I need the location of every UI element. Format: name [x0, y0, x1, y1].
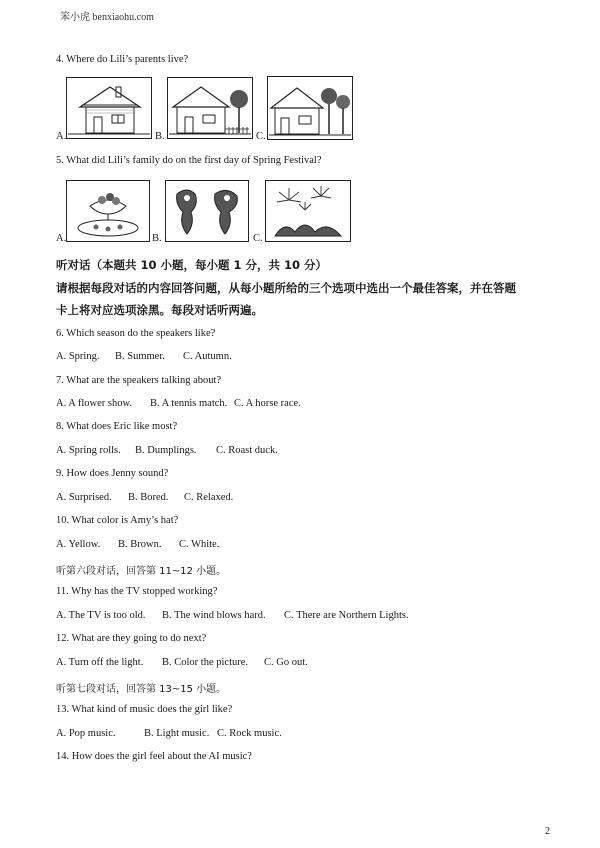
lion-dance-picture-b	[165, 180, 249, 242]
question-6: 6. Which season do the speakers like?	[56, 328, 216, 339]
house-picture-c	[267, 76, 353, 140]
option-b: B. Light music.	[144, 728, 210, 739]
option-label-a: A.	[56, 131, 67, 142]
option-label-b: B.	[155, 131, 165, 142]
option-a: A. Turn off the light.	[56, 657, 144, 668]
option-b: B. Color the picture.	[162, 657, 249, 668]
option-b: B. Dumplings.	[135, 445, 197, 456]
question-4: 4. Where do Lili’s parents live?	[56, 54, 189, 65]
option-a: A. Spring rolls.	[56, 445, 121, 456]
option-c: C. A horse race.	[234, 398, 301, 409]
option-label-c: C.	[256, 131, 266, 142]
dialogue-7-heading: 听第七段对话，回答第 13~15 小题。	[56, 684, 227, 695]
option-c: C. Autumn.	[183, 351, 232, 362]
question-5: 5. What did Lili’s family do on the first day of Spring Festival?	[56, 155, 322, 166]
section-instruction: 卡上将对应选项涂黑。每段对话听两遍。	[56, 303, 263, 317]
option-label-a: A.	[56, 233, 67, 244]
option-c: C. Rock music.	[217, 728, 282, 739]
question-10: 10. What color is Amy’s hat?	[56, 515, 179, 526]
section-title: 听对话（本题共 10 小题，每小题 1 分，共 10 分）	[56, 258, 328, 272]
option-a: A. Surprised.	[56, 492, 112, 503]
page-number: 2	[545, 826, 550, 837]
option-label-b: B.	[152, 233, 162, 244]
option-a: A. Spring.	[56, 351, 100, 362]
option-a: A. Yellow.	[56, 539, 101, 550]
house-picture-b	[167, 77, 253, 139]
question-12: 12. What are they going to do next?	[56, 633, 207, 644]
option-c: C. Go out.	[264, 657, 308, 668]
option-b: B. A tennis match.	[150, 398, 228, 409]
option-b: B. Summer.	[115, 351, 165, 362]
fireworks-picture-c	[265, 180, 351, 242]
dialogue-6-heading: 听第六段对话，回答第 11~12 小题。	[56, 566, 227, 577]
question-11: 11. Why has the TV stopped working?	[56, 586, 218, 597]
option-b: B. The wind blows hard.	[162, 610, 266, 621]
option-c: C. White.	[179, 539, 220, 550]
site-header: 笨小虎 benxiaohu.com	[60, 12, 154, 23]
option-c: C. Relaxed.	[184, 492, 234, 503]
option-a: A. Pop music.	[56, 728, 116, 739]
question-14: 14. How does the girl feel about the AI music?	[56, 751, 252, 762]
section-instruction: 请根据每段对话的内容回答问题，从每小题所给的三个选项中选出一个最佳答案，并在答题	[56, 281, 516, 295]
option-label-c: C.	[253, 233, 263, 244]
question-9: 9. How does Jenny sound?	[56, 468, 169, 479]
option-b: B. Brown.	[118, 539, 162, 550]
option-b: B. Bored.	[128, 492, 169, 503]
option-a: A. A flower show.	[56, 398, 133, 409]
question-8: 8. What does Eric like most?	[56, 421, 178, 432]
house-picture-a	[66, 77, 152, 139]
option-c: C. Roast duck.	[216, 445, 278, 456]
question-13: 13. What kind of music does the girl like?	[56, 704, 233, 715]
food-picture-a	[66, 180, 150, 242]
option-a: A. The TV is too old.	[56, 610, 146, 621]
question-7: 7. What are the speakers talking about?	[56, 375, 222, 386]
option-c: C. There are Northern Lights.	[284, 610, 409, 621]
